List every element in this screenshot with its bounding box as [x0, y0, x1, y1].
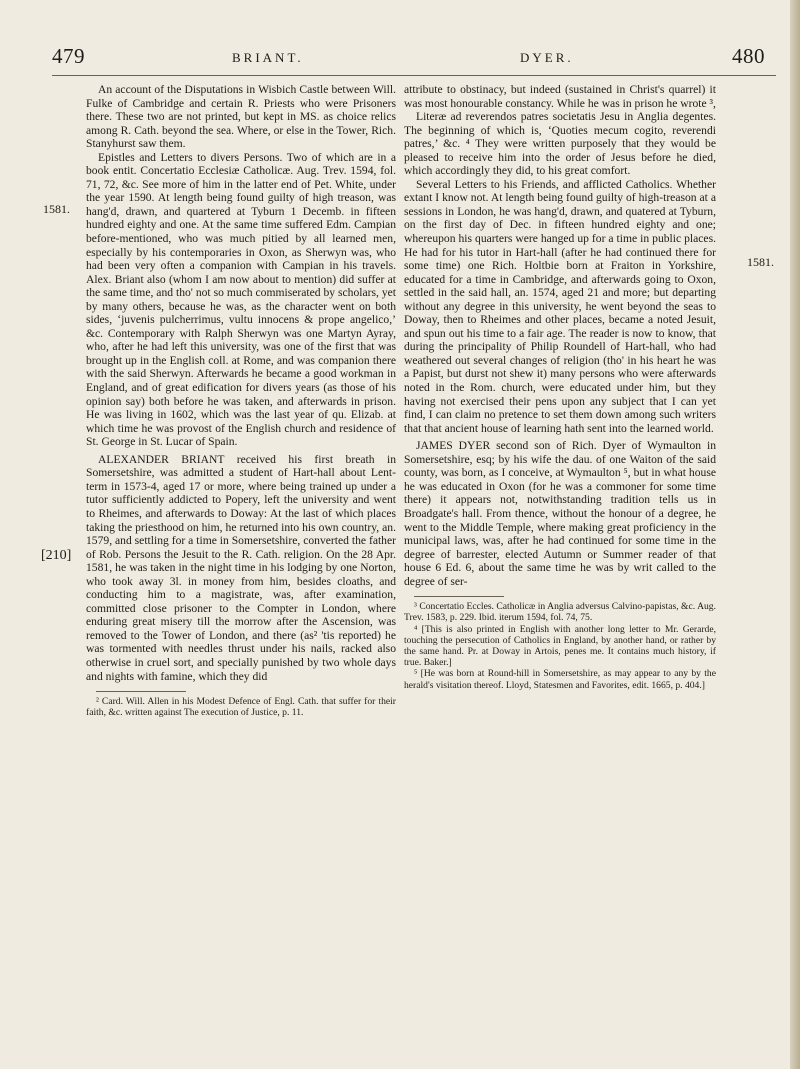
footnote-rule — [96, 691, 186, 692]
margin-year-right: 1581. — [747, 255, 774, 269]
footnotes-left — [86, 691, 396, 718]
footnotes-right — [404, 596, 716, 691]
header-rule — [52, 75, 776, 76]
margin-page-bracket: [210] — [41, 548, 72, 563]
left-column — [86, 83, 396, 718]
footnote: ⁵ [He was born at Round-hill in Somersetshire, as may appear to any by the herald's visitation thereof. Lloyd, Statesmen and Favorites, edit. 1665, p. 404.] — [404, 668, 716, 691]
page-edge — [790, 0, 800, 1069]
margin-year-left: 1581. — [43, 202, 70, 216]
footnote-rule — [414, 596, 504, 597]
paragraph-epistles: Epistles and Letters to divers Persons. Two of which are in a book entit. Concertatio Ecclesiæ Catholicæ. Aug. Trev. 1594, fol. 71, 72, &c. See more of him in the latter end of Pet. White, under the year 1590. At length being found guilty of high treason, was hang'd, drawn, and quartered at Tyburn 1 Decemb. in fifteen hundred eighty and one. At the same time suffered Edm. Campian before-mentioned, who was much pitied by all learned men, especially by his contemporaries in Oxon, as Sherwyn was, who had been very often a companion with Campian in his travels. Alex. Briant also (whom I am now about to mention) did suffer at the same time, and tho' not so much commiserated by scholars, yet by many others, because he was, as the character went on both sides, ‘juvenis pulcherrimus, vultu innocens & prope angelico,’ &c. Contemporary with Ralph Sherwyn was one Martyn Ayray, who, after he had left this university, was one of the first that was brought up in the English coll. at Rome, and was companion there with the said Sherwyn. Afterwards he became a good workman in England, and of great edification for divers years (as those of his opinion say) both before he was taken, and afterwards in prison. He was living in 1602, which was the last year of qu. Elizab. at which time he was provost of the English church and residence of St. George in St. Lucar of Spain. — [86, 150, 396, 449]
running-header-left: BRIANT. — [232, 50, 304, 65]
paragraph-several-letters: Several Letters to his Friends, and afflicted Catholics. Whether extant I know not. At length being found guilty of high-treason at a sessions in London, he was hang'd, drawn, and quatered at Tyburn, on the first day of Dec. in fifteen hundred eighty and one; whereupon his quarters were hanged up for a time in public places. He had for his tutor in Hart-hall (after he had continued there for some time) one Rich. Holtbie born at Fraiton in Yorkshire, educated for a time in Cambridge, and afterwards going to Oxon, settled in the said hall, an. 1574, aged 21 and more; but departing without any degree in this university, he went beyond the seas to Doway, then to Rheimes and other places, became a noted Jesuit, and spun out his time to a fair age. The reader is now to know, that during the principality of Philip Roundell of Hart-hall, who had weathered out several changes of religion (tho' in his heart he was a Papist, but durst not shew it) many persons who were afterwards noted in the Rom. church, were educated under him, but they having not exercised their pens upon any subject that I can yet find, I can claim no pretence to set them down among such writers that that ancient house of learning hath sent into the learned world. — [404, 177, 716, 435]
paragraph-james-dyer: JAMES DYER second son of Rich. Dyer of Wymaulton in Somersetshire, esq; by his wife the dau. of one Waiton of the said county, was born, as I conceive, at Wymaulton ⁵, but in what house he was educated in Oxon (for he was a commoner for some time there) it appears not, notwithstanding tradition tells us in Broadgate's hall. From thence, without the honour of a degree, he went to the Middle Temple, where making great proficiency in the municipal laws, was, after he had continued for some time in the degree of barrester, elected Autumn or Summer reader of that house 6 Ed. 6, about the same time he was by writ called to the degree of ser- — [404, 439, 716, 588]
page-number-left: 479 — [52, 44, 85, 68]
footnote: ² Card. Will. Allen in his Modest Defence of Engl. Cath. that suffer for their faith, &c. written against The execution of Justice, p. 11. — [86, 696, 396, 719]
page-number-right: 480 — [732, 44, 765, 68]
running-header-right: DYER. — [520, 50, 574, 65]
paragraph-continuation: attribute to obstinacy, but indeed (sustained in Christ's quarrel) it was most honourable constancy. While he was in prison he wrote ³, — [404, 83, 716, 110]
paragraph-alexander-briant: ALEXANDER BRIANT received his first breath in Somersetshire, was admitted a student of Hart-hall about Lent-term in 1573-4, aged 17 or more, where being trained up under a tutor sufficiently addicted to Popery, left the university and went to Rheimes, and afterwards to Doway: At the last of which places taking the priesthood on him, he returned into his own country, an. 1579, and settling for a time in Somersetshire, converted the father of Rob. Persons the Jesuit to the R. Cath. religion. On the 28 Apr. 1581, he was taken in the night time in his lodging by one Norton, who took away 3l. in money from him, besides cloaths, and conducting him to a magistrate, was, after examination, committed close prisoner to the Compter in London, where enduring great misery till the morrow after the Ascension, was removed to the Tower of London, and there (as² 'tis reported) he was tormented with needles thrust under his nails, racked also otherwise in cruel sort, and specially punished by two whole days and nights with famine, which they did — [86, 452, 396, 683]
right-column — [404, 83, 716, 691]
paragraph-literae: Literæ ad reverendos patres societatis Jesu in Anglia degentes. The beginning of which is, ‘Quoties mecum cogito, reverendi patres,’ &c. ⁴ They were written purposely that they would be pleased to receive him into the order of Jesus before he died, which accordingly they did, to his great comfort. — [404, 110, 716, 178]
paragraph-disputations: An account of the Disputations in Wisbich Castle between Will. Fulke of Cambridge and certain R. Priests who were Prisoners there. These two are not printed, but kept in MS. as choice relics among R. Cath. beyond the sea. Where, or else in the Tower, Rich. Stanyhurst saw them. — [86, 83, 396, 151]
footnote: ³ Concertatio Eccles. Catholicæ in Anglia adversus Calvino-papistas, &c. Aug. Trev. 1583, p. 229. Ibid. iterum 1594, fol. 74, 75. — [404, 601, 716, 624]
footnote: ⁴ [This is also printed in English with another long letter to Mr. Gerarde, touching the persecution of Catholics in England, by another hand, or rather by the same hand. Pr. at Doway in Artois, penes me. It contains much history, if true. Baker.] — [404, 623, 716, 669]
